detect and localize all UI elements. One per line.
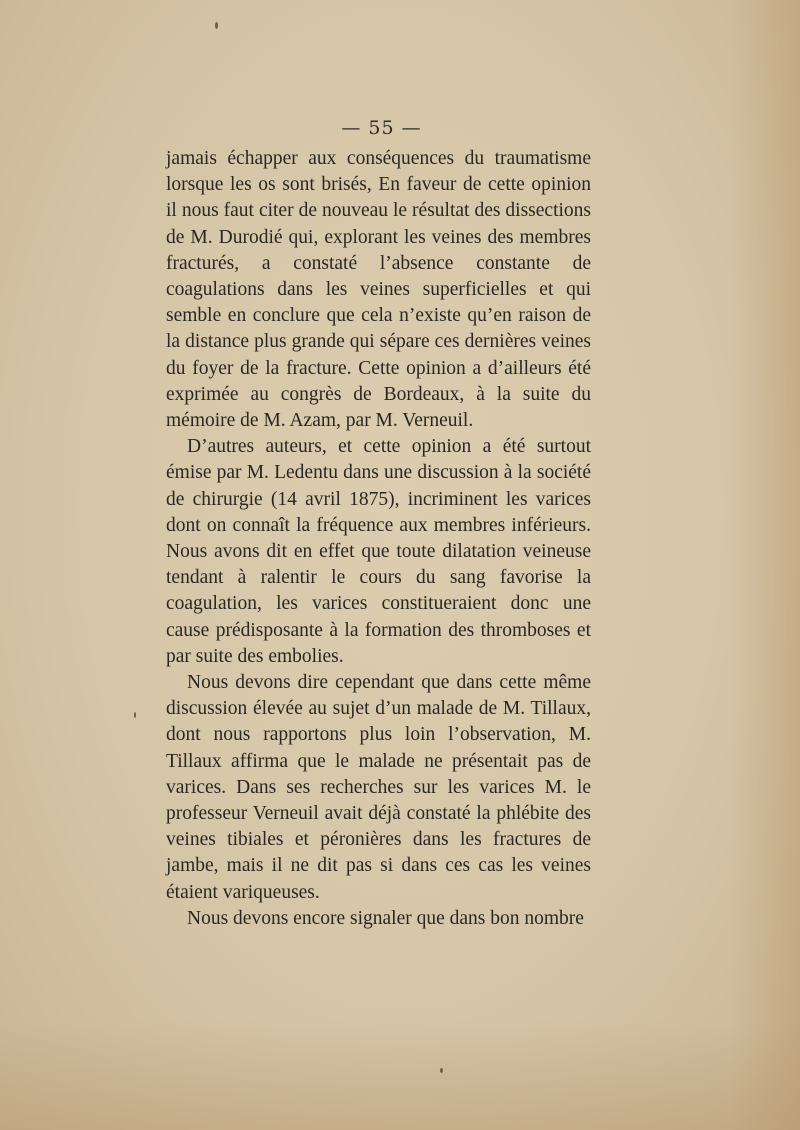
ink-speck — [134, 712, 136, 718]
page-bottom-stain — [0, 1020, 800, 1130]
ink-speck — [440, 1068, 443, 1073]
paragraph: Nous devons encore signaler que dans bon nombre — [187, 907, 584, 929]
page-number: — 55 — — [341, 117, 422, 139]
paragraph: jamais échapper aux conséquences du traumatisme lorsque les os sont brisés, En faveur de cette opinion il nous faut citer de nouveau le résultat des dissections de M. Durodié qui, explorant les veines des membres fracturés, a constaté l’absence constante de coagulations dans les veines superficielles et qui semble en conclure que cela n’existe qu’en raison de la distance plus grande qui sépare ces dernières veines du foyer de la fracture. Cette opinion a d’ailleurs été exprimée au congrès de Bordeaux, à la suite du mémoire de M. Azam, par M. Verneuil. — [166, 148, 591, 432]
ink-speck — [215, 22, 218, 29]
page-edge-stain — [730, 0, 800, 1130]
body-text — [166, 146, 591, 932]
paragraph: D’autres auteurs, et cette opinion a été surtout émise par M. Ledentu dans une discussion à la société de chirurgie (14 avril 1875), incriminent les varices dont on connaît la fréquence aux membres inférieurs. Nous avons dit en effet que toute dilatation veineuse tendant à ralentir le cours du sang favorise la coagulation, les varices constitueraient donc une cause prédisposante à la formation des thromboses et par suite des embolies. — [166, 436, 591, 667]
paragraph: Nous devons dire cependant que dans cette même discussion élevée au sujet d’un malade de M. Tillaux, dont nous rapportons plus loin l’observation, M. Tillaux affirma que le malade ne présentait pas de varices. Dans ses recherches sur les varices M. le professeur Verneuil avait déjà constaté la phlébite des veines tibiales et péronières dans les fractures de jambe, mais il ne dit pas si dans ces cas les veines étaient variqueuses. — [166, 672, 591, 903]
